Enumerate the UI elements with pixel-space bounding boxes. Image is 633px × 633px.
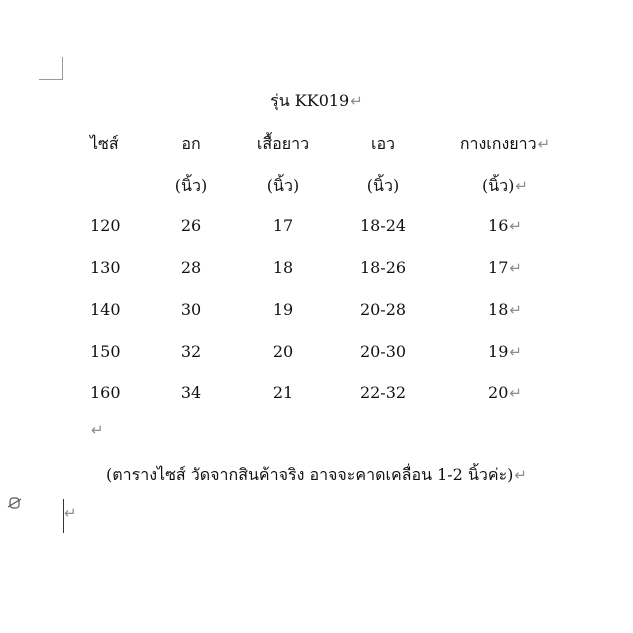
header-waist: เอว xyxy=(370,134,396,153)
layout-options-icon[interactable] xyxy=(6,496,24,510)
cell-pants-length: 16↵ xyxy=(488,216,522,235)
header-chest-unit: (นิ้ว) xyxy=(174,176,208,195)
cell-size: 140 xyxy=(90,300,121,319)
paragraph-mark-icon: ↵ xyxy=(509,217,522,235)
cell-waist: 20-30 xyxy=(359,342,407,361)
cell-size: 120 xyxy=(90,216,121,235)
paragraph-mark-icon: ↵ xyxy=(509,384,522,402)
cell-chest: 28 xyxy=(180,258,202,277)
cell-waist: 22-32 xyxy=(359,383,407,402)
header-waist-unit: (นิ้ว) xyxy=(366,176,400,195)
header-pants-length-unit: (นิ้ว)↵ xyxy=(482,176,528,195)
page-margin-marker xyxy=(39,57,63,80)
cell-chest: 26 xyxy=(180,216,202,235)
paragraph-mark-icon: ↵ xyxy=(91,421,104,439)
cell-chest: 32 xyxy=(180,342,202,361)
paragraph-mark-icon: ↵ xyxy=(64,504,77,522)
header-shirt-length-unit: (นิ้ว) xyxy=(266,176,300,195)
cell-waist: 18-26 xyxy=(359,258,407,277)
cell-shirt-length: 20 xyxy=(272,342,294,361)
cell-chest: 34 xyxy=(180,383,202,402)
cell-pants-length: 19↵ xyxy=(488,342,522,361)
cell-shirt-length: 19 xyxy=(272,300,294,319)
cell-pants-length: 20↵ xyxy=(488,383,522,402)
paragraph-mark-icon: ↵ xyxy=(350,92,363,110)
cell-waist: 20-28 xyxy=(359,300,407,319)
cell-shirt-length: 18 xyxy=(272,258,294,277)
paragraph-mark-icon: ↵ xyxy=(537,135,551,153)
empty-paragraph[interactable] xyxy=(90,420,104,439)
paragraph-mark-icon: ↵ xyxy=(509,343,522,361)
cell-size: 130 xyxy=(90,258,121,277)
cell-waist: 18-24 xyxy=(359,216,407,235)
paragraph-mark-icon: ↵ xyxy=(509,301,522,319)
document-end-paragraph[interactable] xyxy=(63,503,77,522)
paragraph-mark-icon: ↵ xyxy=(509,259,522,277)
header-shirt-length: เสื้อยาว xyxy=(256,134,310,153)
cell-pants-length: 17↵ xyxy=(488,258,522,277)
cell-chest: 30 xyxy=(180,300,202,319)
paragraph-mark-icon: ↵ xyxy=(514,466,527,484)
cell-pants-length: 18↵ xyxy=(488,300,522,319)
cell-size: 150 xyxy=(90,342,121,361)
size-note: (ตารางไซส์ วัดจากสินค้าจริง อาจจะคาดเคลื่อน 1-2 นิ้วค่ะ)↵ xyxy=(106,465,527,484)
document-title: รุ่น KK019↵ xyxy=(270,91,363,110)
header-size: ไซส์ xyxy=(90,134,119,153)
header-chest: อก xyxy=(181,134,201,153)
header-pants-length: กางเกงยาว↵ xyxy=(459,134,551,153)
cell-shirt-length: 21 xyxy=(272,383,294,402)
cell-size: 160 xyxy=(90,383,121,402)
cell-shirt-length: 17 xyxy=(272,216,294,235)
paragraph-mark-icon: ↵ xyxy=(515,177,528,195)
